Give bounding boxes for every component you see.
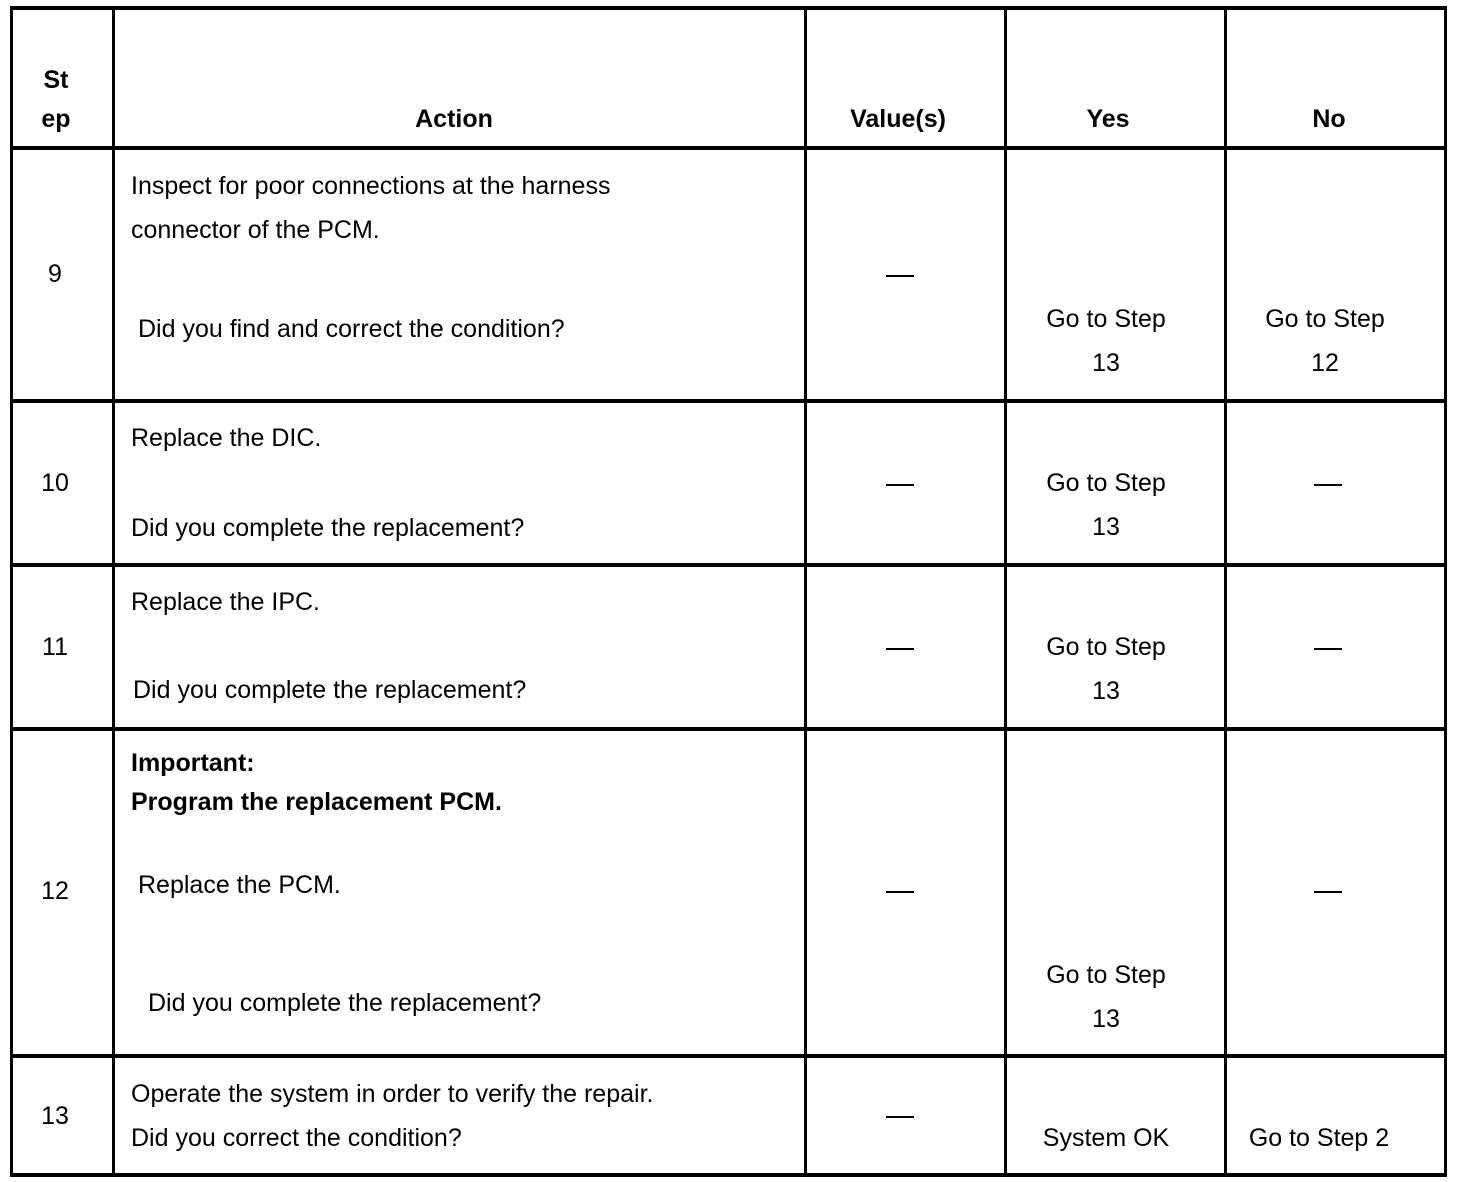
row-divider	[10, 1054, 1447, 1058]
column-divider	[1224, 6, 1227, 1177]
value-dash	[886, 484, 914, 486]
no-result-dash	[1314, 484, 1342, 486]
value-dash	[886, 648, 914, 650]
header-action: Action	[415, 105, 493, 133]
yes-result: Go to Step	[1046, 961, 1166, 989]
table-border-left	[10, 6, 13, 1177]
yes-result: Go to Step	[1046, 305, 1166, 333]
action-question: Did you find and correct the condition?	[138, 315, 565, 343]
step-number: 12	[41, 877, 69, 905]
row-divider	[10, 563, 1447, 567]
action-question: Did you complete the replacement?	[131, 514, 525, 542]
value-dash	[886, 891, 914, 893]
step-number: 9	[48, 260, 62, 288]
value-dash	[886, 1116, 914, 1118]
action-question: Did you complete the replacement?	[148, 989, 542, 1017]
important-label: Important:	[131, 749, 255, 777]
yes-result-step: 13	[1092, 677, 1120, 705]
header-yes: Yes	[1086, 105, 1130, 133]
yes-result: Go to Step	[1046, 633, 1166, 661]
action-question: Did you correct the condition?	[131, 1124, 462, 1152]
column-divider	[112, 6, 115, 1177]
yes-result-step: 13	[1092, 349, 1120, 377]
action-text: connector of the PCM.	[131, 216, 380, 244]
yes-result: System OK	[1042, 1124, 1170, 1152]
action-text: Operate the system in order to verify the repair.	[131, 1080, 654, 1108]
action-text: Replace the PCM.	[138, 871, 341, 899]
action-text: Inspect for poor connections at the harness	[131, 172, 611, 200]
header-no: No	[1312, 105, 1346, 133]
step-number: 10	[41, 469, 69, 497]
row-divider	[10, 399, 1447, 403]
header-step-line1: St	[43, 66, 69, 94]
no-result-step: 12	[1311, 349, 1339, 377]
no-result-dash	[1314, 891, 1342, 893]
header-step-line2: ep	[41, 105, 71, 133]
step-number: 13	[41, 1102, 69, 1130]
important-note: Program the replacement PCM.	[131, 788, 502, 816]
value-dash	[886, 275, 914, 277]
column-divider	[804, 6, 807, 1177]
step-number: 11	[42, 633, 68, 661]
column-divider	[1004, 6, 1007, 1177]
table-border-right	[1444, 6, 1447, 1177]
yes-result: Go to Step	[1046, 469, 1166, 497]
table-border-top	[10, 6, 1447, 10]
action-question: Did you complete the replacement?	[133, 676, 527, 704]
yes-result-step: 13	[1092, 1005, 1120, 1033]
header-values: Value(s)	[850, 105, 946, 133]
no-result-dash	[1314, 648, 1342, 650]
action-text: Replace the IPC.	[131, 588, 320, 616]
no-result: Go to Step 2	[1248, 1124, 1390, 1152]
no-result: Go to Step	[1265, 305, 1385, 333]
header-divider	[10, 146, 1447, 150]
table-border-bottom	[10, 1173, 1447, 1177]
action-text: Replace the DIC.	[131, 424, 322, 452]
yes-result-step: 13	[1092, 513, 1120, 541]
row-divider	[10, 727, 1447, 731]
